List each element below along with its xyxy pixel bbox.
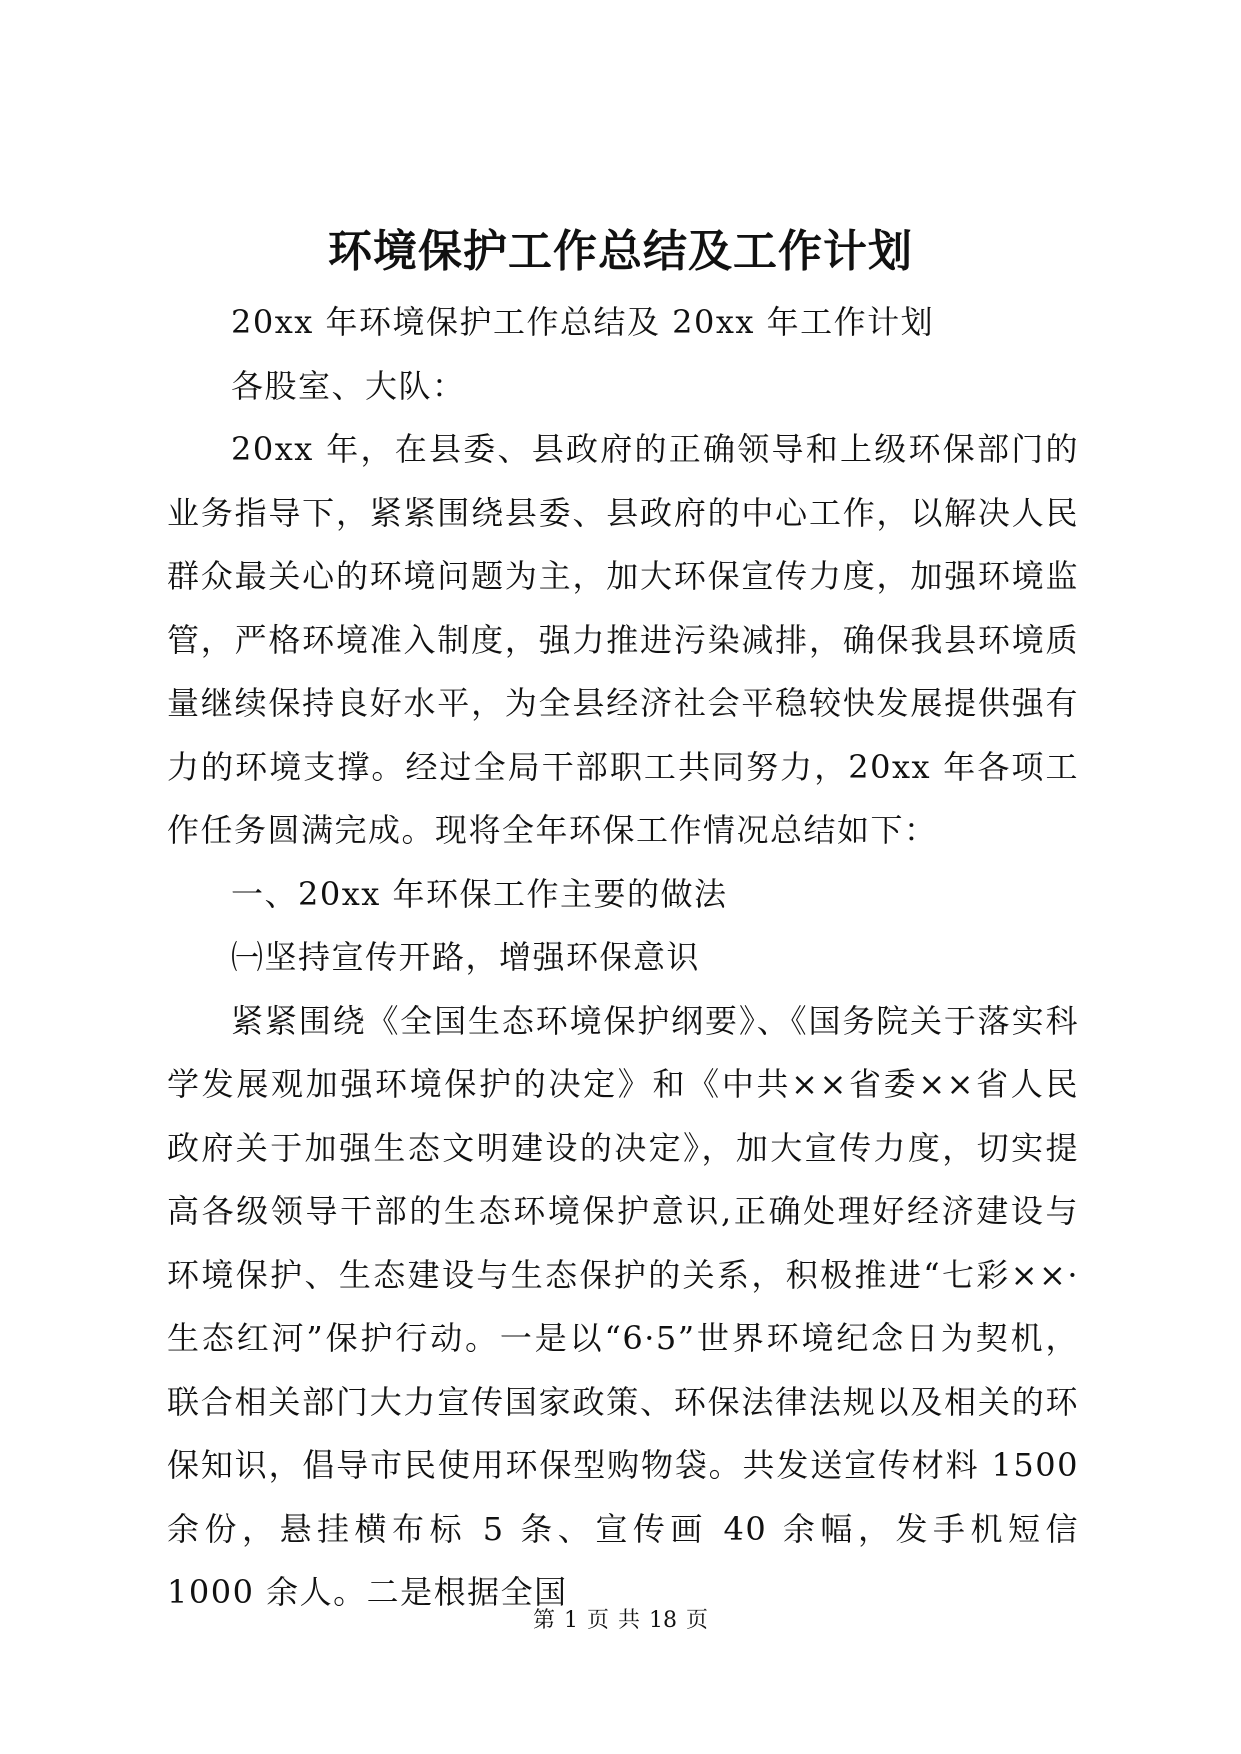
subsection-heading: ㈠坚持宣传开路，增强环保意识 <box>231 938 701 976</box>
document-title: 环境保护工作总结及工作计划 <box>328 226 913 277</box>
document-body <box>167 291 1079 1625</box>
intro-paragraph: 20xx 年，在县委、县政府的正确领导和上级环保部门的业务指导下，紧紧围绕县委、县政府的中心工作，以解决人民群众最关心的环境问题为主，加大环保宣传力度，加强环境监管，严格环境准入制度，强力推进污染减排，确保我县环境质量继续保持良好水平，为全县经济社会平稳较快发展提供强有力的环境支撑。经过全局干部职工共同努力，20xx 年各项工作任务圆满完成。现将全年环保工作情况总结如下： <box>167 430 1079 849</box>
body-paragraph: 紧紧围绕《全国生态环境保护纲要》、《国务院关于落实科学发展观加强环境保护的决定》和《中共××省委××省人民政府关于加强生态文明建设的决定》，加大宣传力度，切实提高各级领导干部的生态环境保护意识,正确处理好经济建设与环境保护、生态建设与生态保护的关系，积极推进“七彩××·生态红河”保护行动。一是以“6·5”世界环境纪念日为契机，联合相关部门大力宣传国家政策、环保法律法规以及相关的环保知识，倡导市民使用环保型购物袋。共发送宣传材料 1500 余份，悬挂横布标 5 条、宣传画 40 余幅，发手机短信 1000 余人。二是根据全国 <box>167 1001 1079 1611</box>
subtitle-paragraph: 20xx 年环境保护工作总结及 20xx 年工作计划 <box>231 303 935 341</box>
salutation-paragraph: 各股室、大队： <box>231 366 466 405</box>
page-footer: 第 1 页 共 18 页 <box>533 1608 708 1633</box>
section-heading: 一、20xx 年环保工作主要的做法 <box>231 874 728 913</box>
